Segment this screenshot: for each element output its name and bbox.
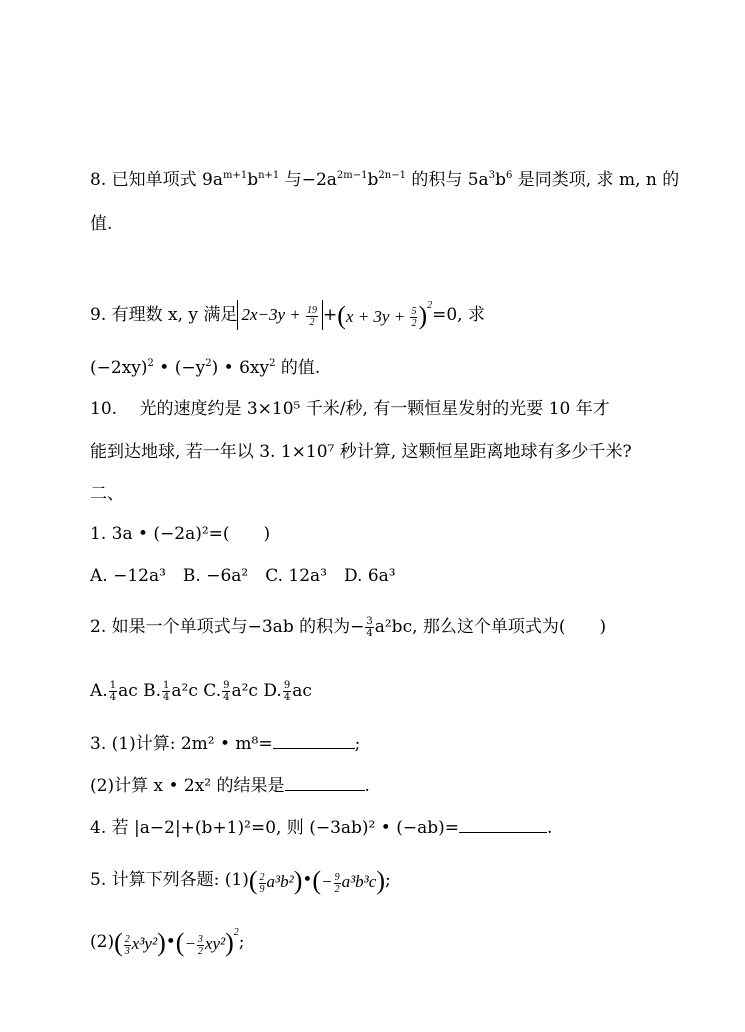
p1-question: 1. 3a • (−2a)²=( ) <box>90 524 271 544</box>
p3-part1: 3. (1)计算: 2m² • m⁸= ; <box>90 734 361 754</box>
p2-question: 2. 如果一个单项式与−3ab 的积为− $\frac{3}{4}$ a²bc, 那么这个单项式为( ) <box>90 616 607 639</box>
p3-part2: (2)计算 x • 2x² 的结果是 . <box>90 776 370 796</box>
p2-options: A. $\frac{1}{4}$ ac B. $\frac{1}{4}$ a²c C. $\frac{9}{4}$ a²c D. $\frac{9}{4}$ ac <box>90 680 312 703</box>
p5-part2: (2) ( $\frac{2}{3}$ x³y²) • (− $\frac{3}{2}$ xy²)$^2$ ; <box>90 927 245 957</box>
q9-line1: 9. 有理数 x, y 满足 2x−3y + $\frac{19}{2}$ + (x + 3y + $\frac{5}{2}$ )$^2$ =0, 求 <box>90 299 485 330</box>
q10-line1: 10. 光的速度约是 3×10⁵ 千米/秒, 有一颗恒星发射的光要 10 年才 <box>90 399 610 419</box>
q9-line2: $(-2xy)^2$ • $(-y^2)$ • $6xy^2$ 的值. <box>90 358 321 378</box>
answer-blank[interactable] <box>285 776 365 791</box>
q8-line1: 8. 已知单项式 $9a^{m+1}b^{n+1}$ 与$-2a^{2m-1}b^{2n-1}$ 的积与 $5a^3b^6$ 是同类项, 求 m, n 的 <box>90 170 680 190</box>
paren-expression: (x + 3y + $\frac{5}{2}$ )$^2$ <box>337 299 433 330</box>
answer-blank[interactable] <box>273 734 355 749</box>
p1-options: A. −12a³ B. −6a² C. 12a³ D. 6a³ <box>90 566 396 586</box>
answer-blank[interactable] <box>459 818 547 833</box>
q8-line2: 值. <box>90 214 113 234</box>
q10-line2: 能到达地球, 若一年以 3. 1×10⁷ 秒计算, 这颗恒星距离地球有多少千米? <box>90 442 632 462</box>
p5-part1: 5. 计算下列各题: (1) ( $\frac{2}{9}$ a³b²) • (− $\frac{9}{2}$ a³b³c) ; <box>90 866 391 895</box>
section-2-heading: 二、 <box>90 484 124 504</box>
p4-question: 4. 若 |a−2|+(b+1)²=0, 则 (−3ab)² • (−ab)= . <box>90 818 553 838</box>
abs-expression: 2x−3y + $\frac{19}{2}$ <box>237 300 323 330</box>
